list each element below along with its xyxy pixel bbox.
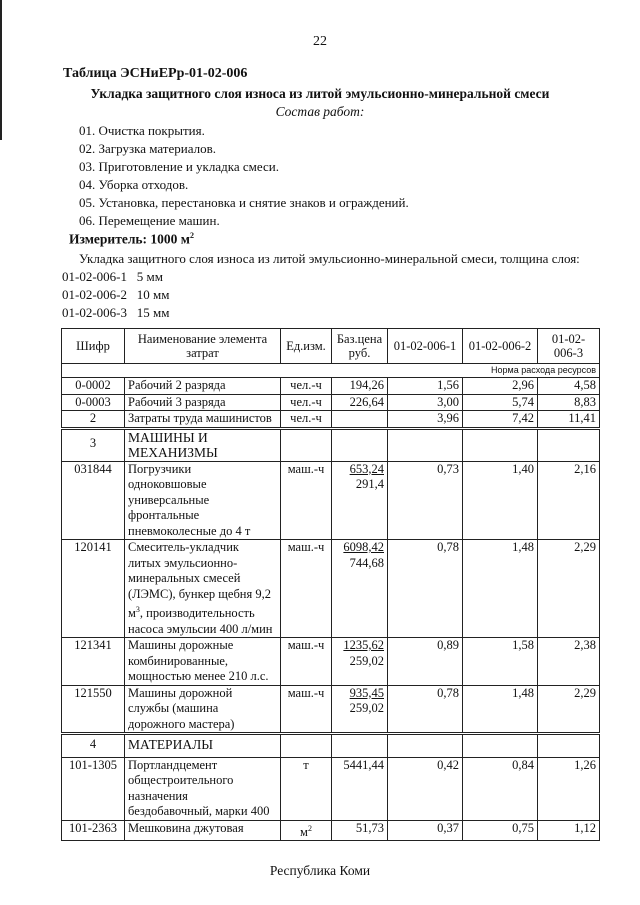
row-code: 2 [62,411,125,429]
section-header-machines [62,428,600,461]
row-name: Рабочий 2 разряда [125,378,281,395]
row-value-2: 7,42 [463,411,538,429]
row-value-1: 1,56 [388,378,463,395]
row-value-3: 11,41 [538,411,600,429]
row-name: Погрузчики одноковшовые универсальные фронтальные пневмоколесные до 4 т [125,461,281,540]
row-name: Смеситель-укладчик литых эмульсионно- минеральных смесей (ЛЭМС), бункер щебня 9,2 $м^3$, производительность насоса эмульсии 400 л/мин [125,540,281,638]
table-header-row [62,329,600,364]
row-value-2: 5,74 [463,394,538,411]
section-header-materials [62,734,600,758]
variant-line: 01-02-006-3 15 мм [62,305,170,320]
operation-item: 05. Установка, перестановка и снятие знаков и ограждений. [79,195,409,210]
row-price: 51,73 [332,820,388,841]
row-value-3: 4,58 [538,378,600,395]
row-value-2: 2,96 [463,378,538,395]
header-unit: Ед.изм. [281,329,332,364]
row-value-2: 0,75 [463,820,538,841]
row-price: 6098,42 744,68 [332,540,388,638]
norm-caption: Норма расхода ресурсов [62,364,600,378]
row-unit: чел.-ч [281,411,332,429]
operation-item: 01. Очистка покрытия. [79,123,205,138]
row-code: 101-2363 [62,820,125,841]
row-code: 120141 [62,540,125,638]
operation-item: 02. Загрузка материалов. [79,141,216,156]
row-code: 121550 [62,685,125,734]
row-value-1: 0,37 [388,820,463,841]
row-name: Рабочий 3 разряда [125,394,281,411]
row-name: Мешковина джутовая [125,820,281,841]
table-row [62,394,600,411]
row-price: 194,26 [332,378,388,395]
table-row [62,638,600,686]
row-price [332,411,388,429]
operation-item: 06. Перемещение машин. [79,213,220,228]
row-unit: чел.-ч [281,378,332,395]
row-code: 0-0002 [62,378,125,395]
table-row [62,378,600,395]
row-unit: маш.-ч [281,685,332,734]
row-value-3: 2,29 [538,685,600,734]
table-row [62,820,600,841]
row-price: 653,24 291,4 [332,461,388,540]
row-code: 121341 [62,638,125,686]
section-title: МАТЕРИАЛЫ [125,734,281,758]
row-unit: маш.-ч [281,638,332,686]
row-value-1: 0,78 [388,540,463,638]
section-code: 3 [62,428,125,461]
header-price: Баз.цена руб. [332,329,388,364]
norm-caption-row [62,364,600,378]
row-price: 5441,44 [332,757,388,820]
row-value-3: 2,38 [538,638,600,686]
row-value-2: 1,48 [463,540,538,638]
row-value-1: 0,78 [388,685,463,734]
row-value-2: 1,40 [463,461,538,540]
page-footer: Республика Коми [269,863,371,878]
row-unit: $м^2$ [281,820,332,841]
row-code: 031844 [62,461,125,540]
composition-heading: Состав работ: [275,104,365,119]
work-description: Укладка защитного слоя износа из литой эмульсионно-минеральной смеси, толщина слоя: [79,251,580,266]
row-price: 1235,62 259,02 [332,638,388,686]
row-price: 935,45 259,02 [332,685,388,734]
operation-item: 04. Уборка отходов. [79,177,189,192]
section-code: 4 [62,734,125,758]
header-variant-1: 01-02-006-1 [388,329,463,364]
table-row [62,757,600,820]
row-value-2: 1,48 [463,685,538,734]
row-value-3: 1,26 [538,757,600,820]
row-name: Портландцемент общестроительного назначения бездобавочный, марки 400 [125,757,281,820]
variant-line: 01-02-006-1 5 мм [62,269,163,284]
machinist-row [62,411,600,429]
header-variant-3: 01-02-006-3 [538,329,600,364]
row-code: 101-1305 [62,757,125,820]
table-label: Таблица ЭСНиЕРр-01-02-006 [63,66,248,81]
row-value-1: 0,42 [388,757,463,820]
table-title: Укладка защитного слоя износа из литой эмульсионно-минеральной смеси [90,86,550,101]
table-row [62,461,600,540]
row-value-1: 3,00 [388,394,463,411]
header-name: Наименование элемента затрат [125,329,281,364]
row-value-1: 3,96 [388,411,463,429]
table-row [62,540,600,638]
row-unit: маш.-ч [281,461,332,540]
operation-item: 03. Приготовление и укладка смеси. [79,159,279,174]
row-value-2: 1,58 [463,638,538,686]
row-value-2: 0,84 [463,757,538,820]
row-name: Машины дорожной службы (машина дорожного мастера) [125,685,281,734]
table-row [62,685,600,734]
row-value-3: 2,16 [538,461,600,540]
page-number: 22 [313,34,327,49]
row-unit: чел.-ч [281,394,332,411]
section-title: МАШИНЫ И МЕХАНИЗМЫ [125,428,281,461]
row-unit: т [281,757,332,820]
header-code: Шифр [62,329,125,364]
row-value-1: 0,73 [388,461,463,540]
row-price: 226,64 [332,394,388,411]
resource-table [61,328,600,841]
row-code: 0-0003 [62,394,125,411]
row-unit: маш.-ч [281,540,332,638]
row-value-1: 0,89 [388,638,463,686]
meter-label: Измеритель: 1000 $м^2$ [69,231,194,247]
row-name: Машины дорожные комбинированные, мощностью менее 210 л.с. [125,638,281,686]
row-value-3: 2,29 [538,540,600,638]
header-variant-2: 01-02-006-2 [463,329,538,364]
row-value-3: 1,12 [538,820,600,841]
row-value-3: 8,83 [538,394,600,411]
row-name: Затраты труда машинистов [125,411,281,429]
variant-line: 01-02-006-2 10 мм [62,287,170,302]
